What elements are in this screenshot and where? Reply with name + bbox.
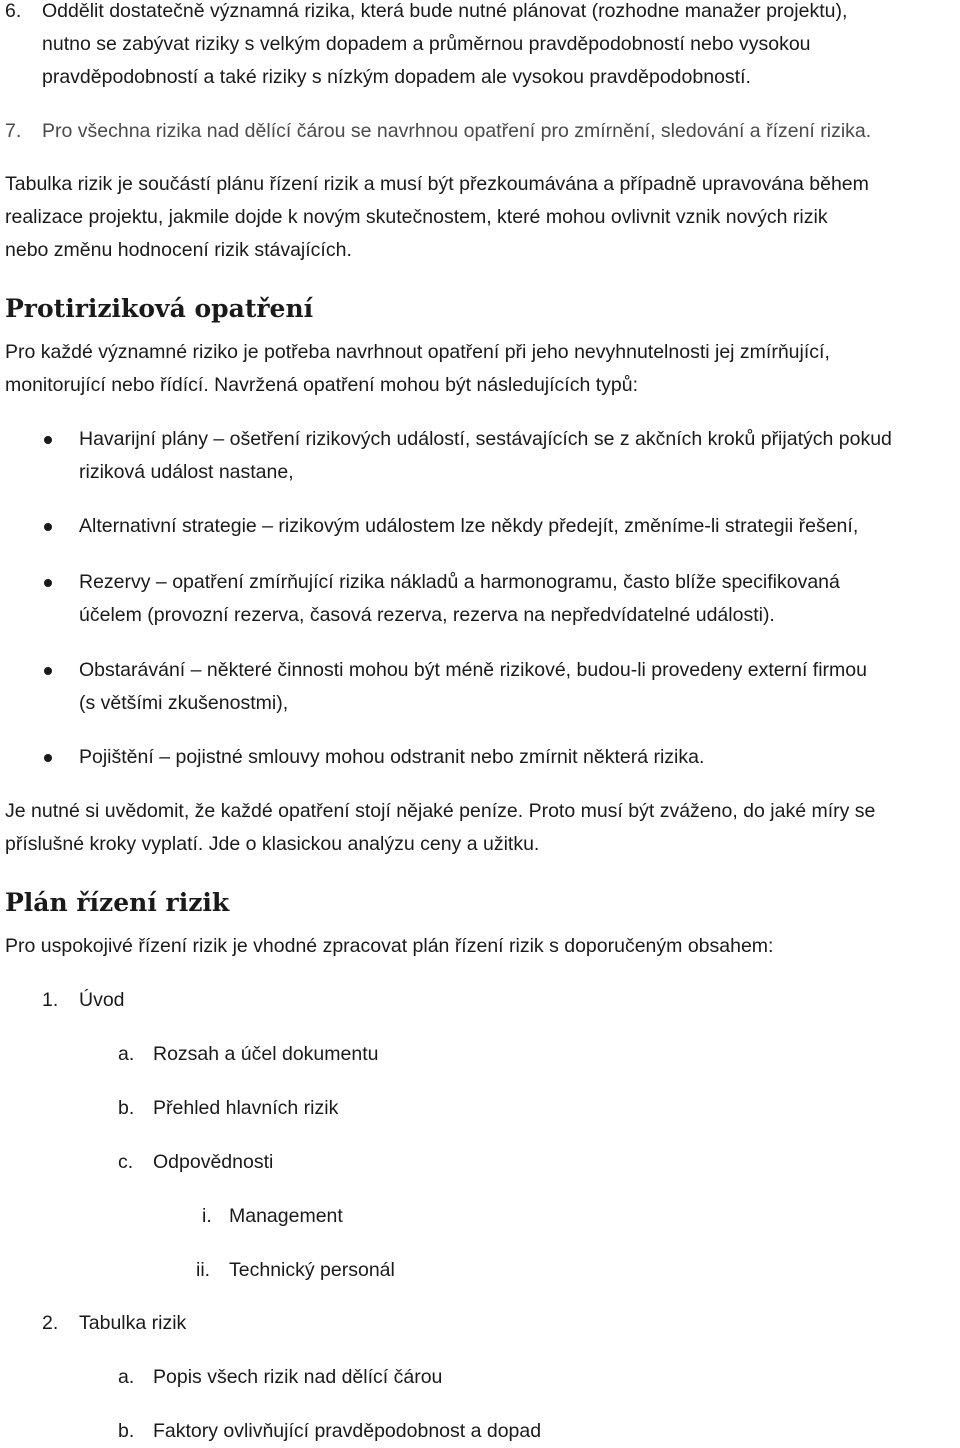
paragraph-line: příslušné kroky vyplatí. Jde o klasickou analýzu ceny a užitku. xyxy=(5,833,540,855)
sublist-marker: b. xyxy=(118,1420,135,1442)
paragraph-line: monitorující nebo řídící. Navržená opatření mohou být následujících typů: xyxy=(5,374,639,396)
bullet-text: Pojištění – pojistné smlouvy mohou odstranit nebo zmírnit některá rizika. xyxy=(79,746,705,768)
bullet-icon xyxy=(44,754,52,762)
section-heading: Protiriziková opatření xyxy=(5,294,314,323)
bullet-text: Havarijní plány – ošetření rizikových událostí, sestávajících se z akčních kroků přijatých pokud xyxy=(79,428,892,450)
sublist-marker: a. xyxy=(118,1366,135,1388)
bullet-text: Rezervy – opatření zmírňující rizika nákladů a harmonogramu, často blíže specifikovaná xyxy=(79,571,840,593)
subsublist-text: Technický personál xyxy=(229,1259,395,1281)
bullet-text: účelem (provozní rezerva, časová rezerva, rezerva na nepředvídatelné události). xyxy=(79,604,775,626)
bullet-text: (s většími zkušenostmi), xyxy=(79,692,289,714)
list-item-text: Tabulka rizik xyxy=(79,1312,187,1334)
bullet-icon xyxy=(44,523,52,531)
paragraph-line: Je nutné si uvědomit, že každé opatření stojí nějaké peníze. Proto musí být zváženo, do jaké míry se xyxy=(5,800,876,822)
subsublist-marker: i. xyxy=(202,1205,212,1227)
list-item-text: nutno se zabývat riziky s velkým dopadem a průměrnou pravděpodobností nebo vysokou xyxy=(42,33,811,55)
subsublist-text: Management xyxy=(229,1205,343,1227)
paragraph-line: Tabulka rizik je součástí plánu řízení rizik a musí být přezkoumávána a případně upravována během xyxy=(5,173,869,195)
bullet-text: riziková událost nastane, xyxy=(79,461,294,483)
list-item-text: pravděpodobností a také riziky s nízkým dopadem ale vysokou pravděpodobností. xyxy=(42,66,751,88)
sublist-marker: b. xyxy=(118,1097,135,1119)
bullet-text: Obstarávání – některé činnosti mohou být méně rizikové, budou-li provedeny externí firmou xyxy=(79,659,867,681)
list-number: 6. xyxy=(5,0,22,22)
paragraph-line: Pro každé významné riziko je potřeba navrhnout opatření při jeho nevyhnutelnosti jej zmírňující, xyxy=(5,341,830,363)
bullet-icon xyxy=(44,436,52,444)
paragraph-line: realizace projektu, jakmile dojde k novým skutečnostem, které mohou ovlivnit vznik nových rizik xyxy=(5,206,828,228)
list-number: 2. xyxy=(42,1312,59,1334)
bullet-icon xyxy=(44,667,52,675)
list-number: 7. xyxy=(5,120,22,142)
paragraph-line: Pro uspokojivé řízení rizik je vhodné zpracovat plán řízení rizik s doporučeným obsahem: xyxy=(5,935,774,957)
list-item-text: Pro všechna rizika nad dělící čárou se navrhnou opatření pro zmírnění, sledování a řízení rizika. xyxy=(42,120,872,142)
sublist-text: Popis všech rizik nad dělící čárou xyxy=(153,1366,443,1388)
list-number: 1. xyxy=(42,989,59,1011)
paragraph-line: nebo změnu hodnocení rizik stávajících. xyxy=(5,239,352,261)
sublist-text: Odpovědnosti xyxy=(153,1151,274,1173)
bullet-text: Alternativní strategie – rizikovým událostem lze někdy předejít, změníme-li strategii řešení, xyxy=(79,515,859,537)
list-item-text: Oddělit dostatečně významná rizika, která bude nutné plánovat (rozhodne manažer projektu), xyxy=(42,0,848,22)
list-item-text: Úvod xyxy=(79,989,125,1011)
sublist-text: Faktory ovlivňující pravděpodobnost a dopad xyxy=(153,1420,542,1442)
sublist-text: Přehled hlavních rizik xyxy=(153,1097,339,1119)
sublist-marker: c. xyxy=(118,1151,134,1173)
subsublist-marker: ii. xyxy=(196,1259,211,1281)
sublist-marker: a. xyxy=(118,1043,135,1065)
section-heading: Plán řízení rizik xyxy=(5,888,230,917)
sublist-text: Rozsah a účel dokumentu xyxy=(153,1043,379,1065)
bullet-icon xyxy=(44,579,52,587)
